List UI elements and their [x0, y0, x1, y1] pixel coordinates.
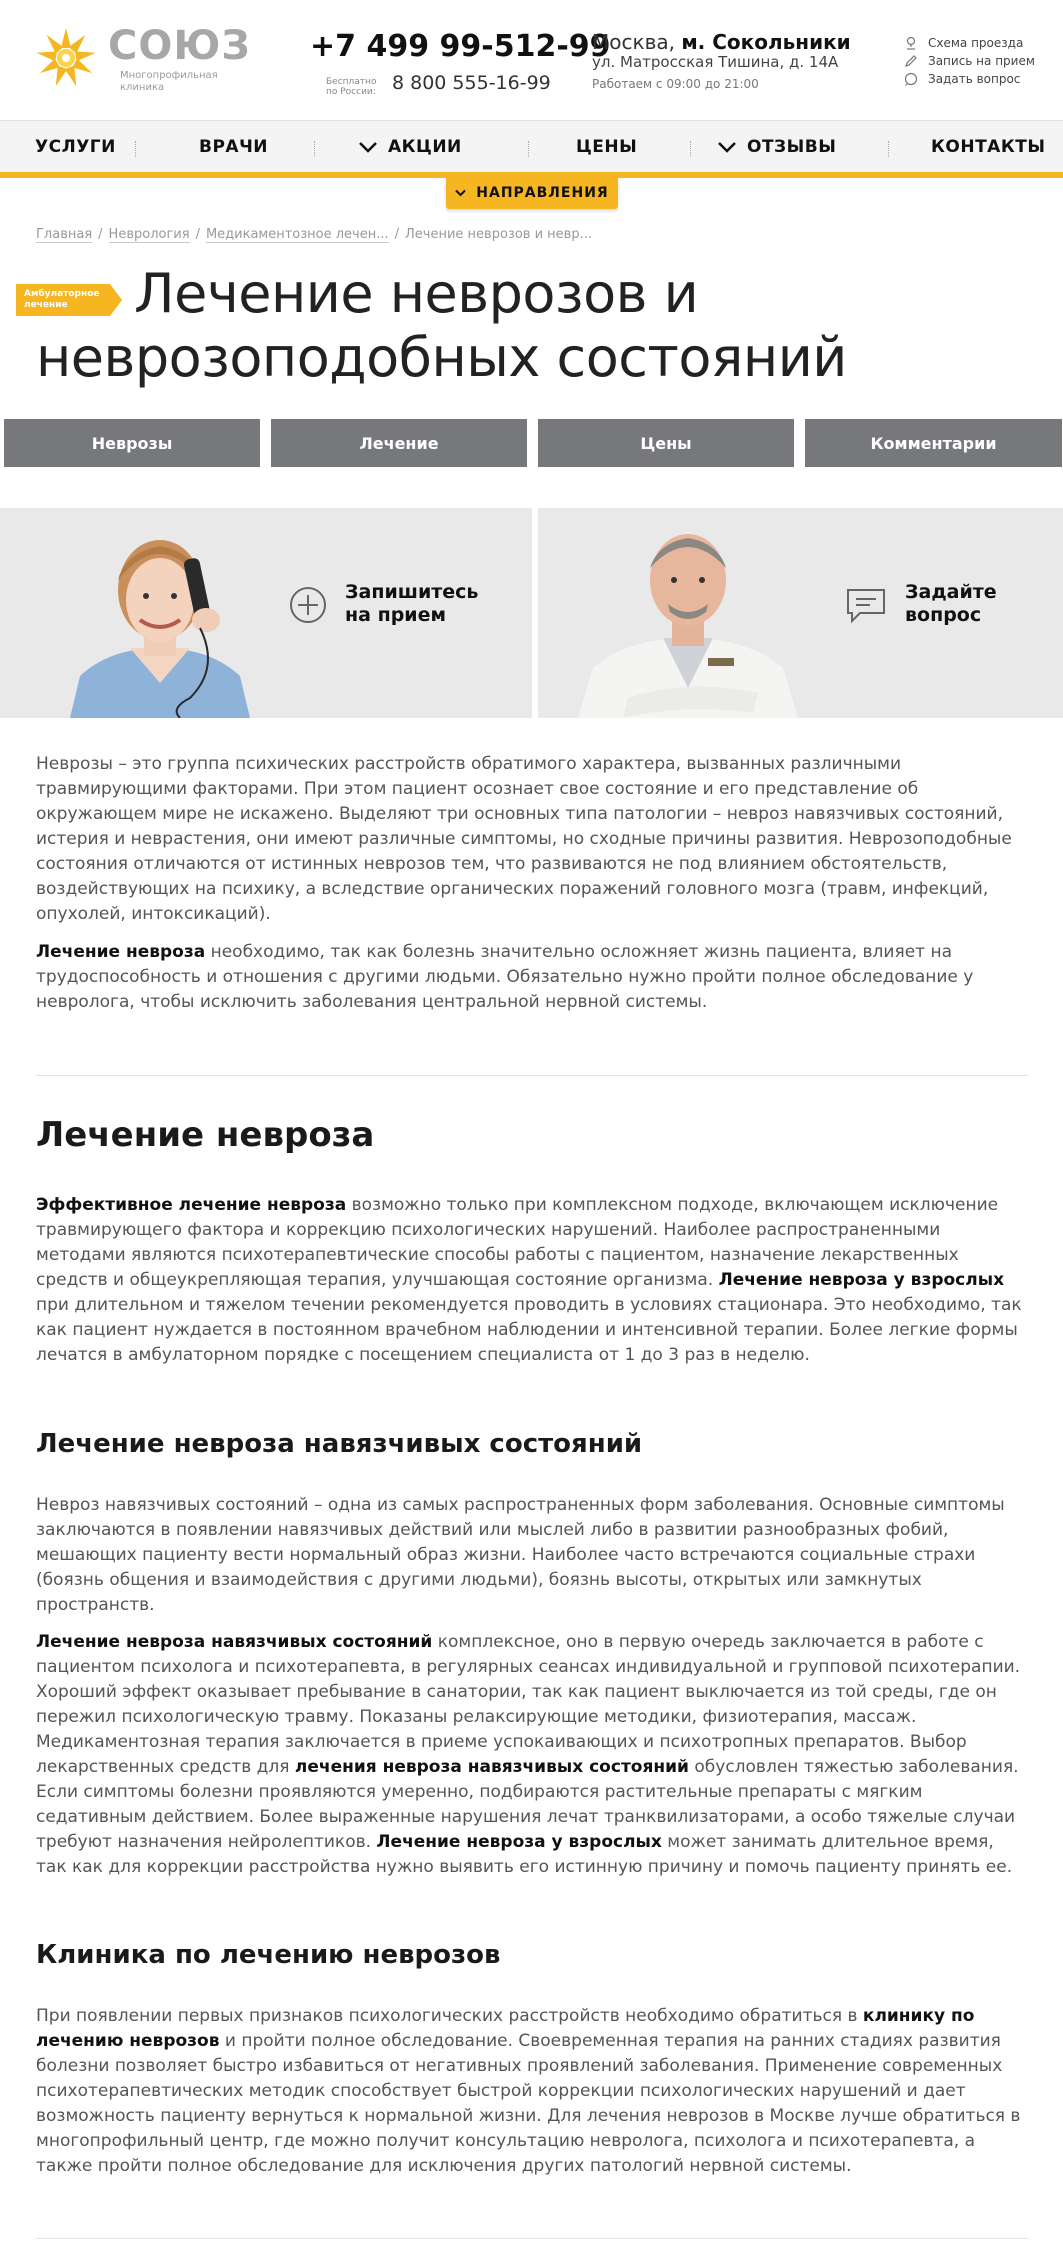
- page-title-line: неврозоподобных состояний: [36, 326, 847, 389]
- address-city: [592, 32, 851, 52]
- nav-item-contacts[interactable]: [931, 121, 1045, 173]
- working-hours: Работаем с 09:00 до 21:00: [592, 77, 759, 91]
- phone-free-label: Бесплатно по России:: [326, 77, 377, 97]
- quick-link-label: Запись на прием: [928, 54, 1035, 68]
- chat-bubble-icon: [904, 72, 918, 86]
- nav-item-label: ЦЕНЫ: [576, 137, 638, 157]
- nav-separator: [135, 141, 136, 157]
- quick-link-label: Схема проезда: [928, 36, 1024, 50]
- article-paragraph: [36, 2004, 1028, 2179]
- nav-separator: [888, 141, 889, 157]
- nav-item-label: АКЦИИ: [388, 137, 462, 157]
- quick-link-label: Задать вопрос: [928, 72, 1021, 86]
- section-heading: Лечение невроза: [36, 1115, 375, 1155]
- main-nav: [0, 120, 1063, 176]
- paragraph-text: и пройти полное обследование. Своевременная терапия на ранних стадиях развития болезни позволяет быстро избавиться от негативных проявлений заболевания. Применение современных психотерапевтических методик способствует быстрой коррекции психологических нарушений и дает возможность пациенту вернуться к нормальной жизни. Для лечения неврозов в Москве лучше обратиться в многопрофильный центр, где можно получит консультацию невролога, психолога и психотерапевта, а также пройти полное обследование для исключения других патологий нервной системы.: [36, 2031, 1021, 2176]
- paragraph-text: при длительном и тяжелом течении рекомендуется проводить в условиях стационара. Это необходимо, так как пациент нуждается в постоянном врачебном наблюдении и интенсивной терапии. Более легкие формы лечатся в амбулаторном порядке с посещением специалиста от 1 до 3 раз в неделю.: [36, 1295, 1022, 1365]
- phone-main[interactable]: +7 499 99-512-99: [310, 29, 611, 64]
- phone-free[interactable]: 8 800 555-16-99: [392, 72, 551, 94]
- nav-separator: [528, 141, 529, 157]
- article-paragraph: [36, 1193, 1028, 1368]
- question-label-line: Задайте: [905, 581, 997, 603]
- subsection-heading: Лечение невроза навязчивых состояний: [36, 1429, 643, 1459]
- message-icon: [844, 585, 888, 625]
- nav-item-label: ВРАЧИ: [199, 137, 269, 157]
- plus-circle-icon: [288, 585, 328, 625]
- tab-prices[interactable]: Цены: [538, 419, 794, 467]
- paragraph-text: возможно только при комплексном подходе, включающем исключение травмирующего фактора и коррекцию психологических нарушений. Наиболее распространенными методами являются психотерапевтические способы работы с пациентом, назначение лекарственных средств и общеукрепляющая терапия, улучшающая состояние организма.: [36, 1195, 999, 1290]
- breadcrumb-separator: /: [394, 227, 400, 242]
- nav-item-label: КОНТАКТЫ: [931, 137, 1046, 157]
- nav-item-prices[interactable]: [576, 121, 637, 173]
- bold-text: лечения невроза навязчивых состояний: [294, 1757, 689, 1777]
- question-label: [905, 581, 997, 627]
- question-card[interactable]: [538, 508, 1063, 718]
- bold-text: Лечение невроза у взрослых: [376, 1832, 662, 1852]
- nav-item-services[interactable]: [35, 121, 116, 173]
- bold-text: Лечение невроза: [36, 942, 206, 962]
- quick-link-map[interactable]: [904, 34, 1054, 52]
- breadcrumb-link[interactable]: Медикаментозное лечен...: [205, 227, 389, 242]
- appointment-label-line: на прием: [345, 604, 447, 626]
- breadcrumb-separator: /: [195, 227, 200, 242]
- tab-treatment[interactable]: Лечение: [271, 419, 527, 467]
- nav-item-promotions[interactable]: [358, 121, 462, 173]
- chevron-down-icon: [455, 189, 466, 197]
- outpatient-badge-text: Амбулаторное лечение: [24, 289, 100, 310]
- appointment-card[interactable]: [0, 508, 532, 718]
- bold-text: Лечение невроза навязчивых состояний: [36, 1632, 433, 1652]
- directions-button[interactable]: [446, 177, 618, 209]
- nav-separator: [314, 141, 315, 157]
- quick-link-appointment[interactable]: [904, 52, 1054, 70]
- logo-subtitle: Многопрофильная клиника: [120, 70, 218, 93]
- receptionist-photo: [20, 508, 280, 718]
- paragraph-text: При появлении первых признаков психологических расстройств необходимо обратиться в: [36, 2006, 863, 2026]
- site-header: [0, 0, 1063, 120]
- nav-item-label: ОТЗЫВЫ: [747, 137, 837, 157]
- address-street: ул. Матросская Тишина, д. 14А: [592, 53, 839, 71]
- section-divider: [36, 1075, 1028, 1076]
- chevron-down-icon: [717, 140, 737, 154]
- breadcrumb: [36, 227, 592, 242]
- paragraph-text: может занимать длительное время, так как для коррекции расстройства нужно выявить его истинную причину и помочь пациенту принять ее.: [36, 1832, 1013, 1877]
- question-label-line: вопрос: [905, 604, 982, 626]
- tab-neuroses[interactable]: Неврозы: [4, 419, 260, 467]
- subsection-heading: Клиника по лечению неврозов: [36, 1940, 501, 1970]
- directions-label: НАПРАВЛЕНИЯ: [476, 185, 609, 201]
- map-pin-icon: [904, 36, 918, 50]
- nav-separator: [690, 141, 691, 157]
- pencil-icon: [904, 54, 918, 68]
- city-name: Москва,: [592, 30, 675, 54]
- tab-comments[interactable]: Комментарии: [805, 419, 1062, 467]
- appointment-label-line: Запишитесь: [345, 581, 479, 603]
- quick-link-question[interactable]: [904, 70, 1054, 88]
- section-divider: [36, 2238, 1028, 2239]
- breadcrumb-link[interactable]: Главная: [36, 227, 93, 242]
- bold-text: Лечение невроза у взрослых: [718, 1270, 1005, 1290]
- breadcrumb-separator: /: [98, 227, 103, 242]
- article-paragraph: [36, 940, 1028, 1015]
- chevron-down-icon: [358, 140, 378, 154]
- article-paragraph: Невроз навязчивых состояний – одна из самых распространенных форм заболевания. Основные симптомы заключаются в появлении навязчивых действий или мыслей либо в развитии разнообразных фобий, мешающих пациенту вести нормальный образ жизни. Наиболее часто встречаются социальные страхи (боязнь общения и взаимодействия с другими людьми), боязнь высоты, открытых или замкнутых пространств.: [36, 1495, 1005, 1615]
- breadcrumb-link[interactable]: Неврология: [108, 227, 190, 242]
- breadcrumb-current: Лечение неврозов и невр...: [405, 227, 592, 242]
- page-title-line: Лечение неврозов и: [134, 262, 699, 325]
- appointment-label: [345, 581, 478, 627]
- nav-item-label: УСЛУГИ: [35, 137, 116, 157]
- paragraph-text: обусловлен тяжестью заболевания. Если симптомы болезни проявляются умеренно, подбираются растительные препараты с мягким седативным действием. Более выраженные нарушения лечат транквилизаторами, а особо тяжелые случаи требуют назначения нейролептиков.: [36, 1757, 1019, 1852]
- bold-text: Эффективное лечение невроза: [36, 1195, 347, 1215]
- metro-station: м. Сокольники: [681, 30, 851, 54]
- quick-links: [904, 34, 1054, 88]
- logo-name: СОЮЗ: [108, 23, 251, 69]
- article-paragraph: [36, 1630, 1028, 1880]
- page-title: [36, 262, 996, 390]
- doctor-photo: [568, 508, 808, 718]
- bold-text: клинику по лечению неврозов: [36, 2006, 975, 2051]
- paragraph-text: комплексное, оно в первую очередь заключается в работе с пациентом психолога и психотерапевта, в регулярных сеансах индивидуальной и групповой психотерапии. Хороший эффект оказывает пребывание в санатории, так как пациент выключается из той среды, где он пережил психологическую травму. Показаны релаксирующие методики, физиотерапия, массаж. Медикаментозная терапия заключается в приеме успокаивающих и психотропных препаратов. Выбор лекарственных средств для: [36, 1632, 1021, 1777]
- logo-sun-icon: [34, 26, 98, 90]
- section-tabs: [4, 419, 1062, 467]
- nav-item-doctors[interactable]: [199, 121, 268, 173]
- paragraph-text: необходимо, так как болезнь значительно осложняет жизнь пациента, влияет на трудоспособность и отношения с другими людьми. Обязательно нужно пройти полное обследование у невролога, чтобы исключить заболевания центральной нервной системы.: [36, 942, 974, 1012]
- intro-paragraph: Неврозы – это группа психических расстройств обратимого характера, вызванных различными травмирующими факторами. При этом пациент осознает свое состояние и его представление об окружающем мире не искажено. Выделяют три основных типа патологии – невроз навязчивых состояний, истерия и неврастения, они имеют различные симптомы, но сходные причины развития. Неврозоподобные состояния отличаются от истинных неврозов тем, что развиваются не под влиянием обстоятельств, воздействующих на психику, а вследствие органических поражений головного мозга (травм, инфекций, опухолей, интоксикаций).: [36, 754, 1012, 924]
- nav-item-reviews[interactable]: [717, 121, 836, 173]
